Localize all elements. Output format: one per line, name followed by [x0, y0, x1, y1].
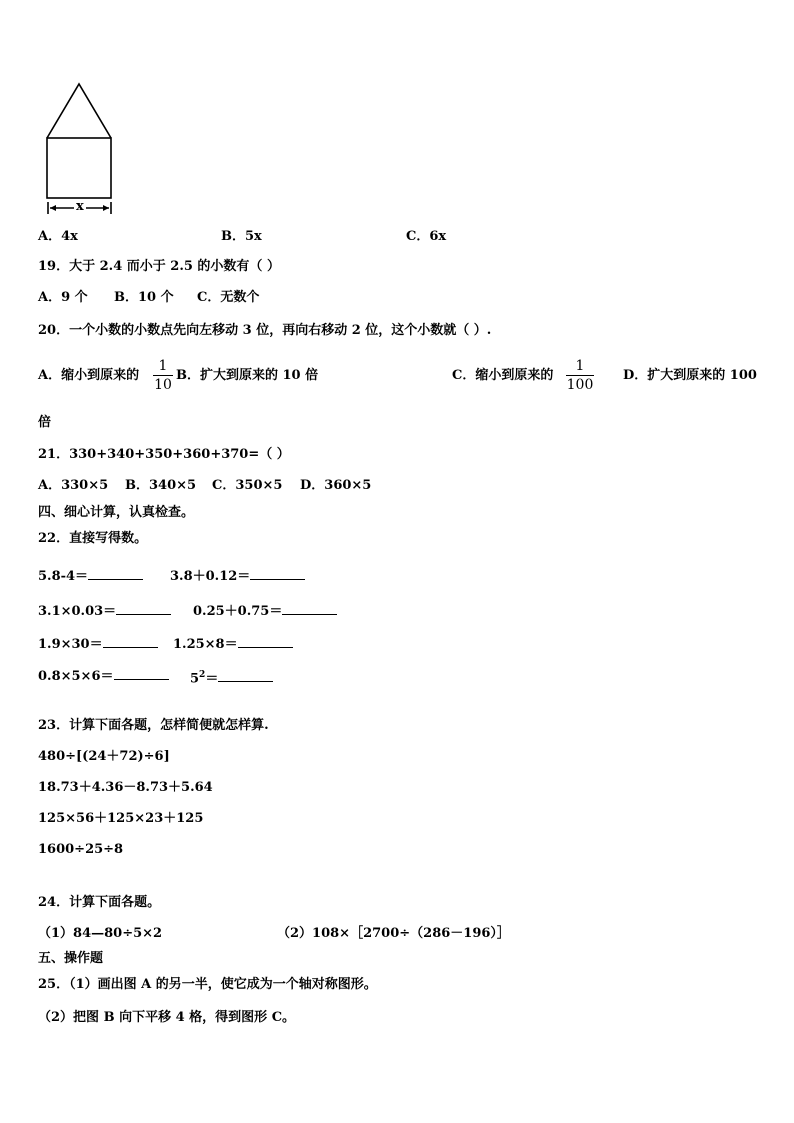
section-5-title: 五、操作题 — [38, 951, 104, 966]
q22-item: 3.8＋0.12＝ — [170, 567, 305, 585]
q20-fraction-a-numerator: 1 — [158, 358, 168, 374]
q20-fraction-a-denominator: 10 — [154, 377, 172, 393]
q18-option-a: A．4x — [38, 229, 78, 244]
q22-item: 5.8-4＝ — [38, 567, 143, 585]
q20-option-d: D．扩大到原来的 100 — [623, 368, 757, 383]
answer-blank[interactable] — [238, 635, 293, 648]
house-roof — [47, 84, 111, 138]
q20-option-b: B．扩大到原来的 10 倍 — [176, 368, 319, 383]
q20-stem: 20．一个小数的小数点先向左移动 3 位，再向右移动 2 位，这个小数就（ ）. — [38, 323, 492, 338]
q21-option-b: B．340×5 — [125, 478, 197, 493]
q20-fraction-a — [153, 358, 173, 393]
q22-item: 0.8×5×6＝ — [38, 667, 169, 685]
q22-stem: 22．直接写得数。 — [38, 531, 148, 546]
q20-fraction-c-numerator: 1 — [575, 358, 585, 374]
q20-fraction-c-denominator: 100 — [566, 377, 594, 393]
q23-item: 18.73＋4.36－8.73＋5.64 — [38, 780, 213, 795]
q20-option-d-cont: 倍 — [38, 415, 52, 430]
q18-option-b: B．5x — [221, 229, 262, 244]
q22-item: 1.9×30＝ — [38, 635, 158, 653]
q22-item-power: $5^2=$ — [190, 667, 273, 687]
q19-stem: 19．大于 2.4 而小于 2.5 的小数有（ ） — [38, 259, 280, 274]
q20-fraction-c — [566, 358, 594, 393]
q24-stem: 24．计算下面各题。 — [38, 895, 161, 910]
answer-blank[interactable] — [250, 567, 305, 580]
answer-blank[interactable] — [103, 635, 158, 648]
q21-option-d: D．360×5 — [300, 478, 372, 493]
answer-blank[interactable] — [116, 602, 171, 615]
answer-blank[interactable] — [218, 669, 273, 682]
q19-option-b: B．10 个 — [114, 290, 174, 305]
q25-part2: （2）把图 B 向下平移 4 格，得到图形 C。 — [38, 1010, 296, 1025]
house-square — [47, 138, 111, 198]
q22-item: 1.25×8＝ — [173, 635, 293, 653]
q21-option-a: A．330×5 — [38, 478, 109, 493]
answer-blank[interactable] — [88, 567, 143, 580]
q21-stem: 21．330+340+350+360+370=（ ） — [38, 447, 290, 462]
section-4-title: 四、细心计算，认真检查。 — [38, 505, 195, 520]
q20-option-c: C．缩小到原来的 — [452, 368, 554, 383]
q21-option-c: C．350×5 — [212, 478, 283, 493]
q23-item: 480÷[(24＋72)÷6] — [38, 749, 170, 764]
q23-item: 1600÷25÷8 — [38, 842, 124, 857]
q22-item: 3.1×0.03＝ — [38, 602, 171, 620]
dimension-label: x — [76, 199, 84, 214]
q23-stem: 23．计算下面各题，怎样简便就怎样算. — [38, 718, 269, 733]
q19-option-a: A．9 个 — [38, 290, 88, 305]
arrow-left-head — [50, 205, 56, 211]
q20-option-a: A．缩小到原来的 — [38, 368, 140, 383]
q25-stem: 25．（1）画出图 A 的另一半，使它成为一个轴对称图形。 — [38, 977, 377, 992]
answer-blank[interactable] — [282, 602, 337, 615]
answer-blank[interactable] — [114, 667, 169, 680]
q24-item: （2）108×［2700÷（286－196）］ — [277, 926, 510, 941]
q19-option-c: C．无数个 — [197, 290, 260, 305]
q24-item: （1）84—80÷5×2 — [38, 926, 163, 941]
arrow-right-head — [103, 205, 109, 211]
q23-item: 125×56＋125×23＋125 — [38, 811, 204, 826]
q18-option-c: C．6x — [406, 229, 447, 244]
q22-item: 0.25＋0.75＝ — [193, 602, 337, 620]
